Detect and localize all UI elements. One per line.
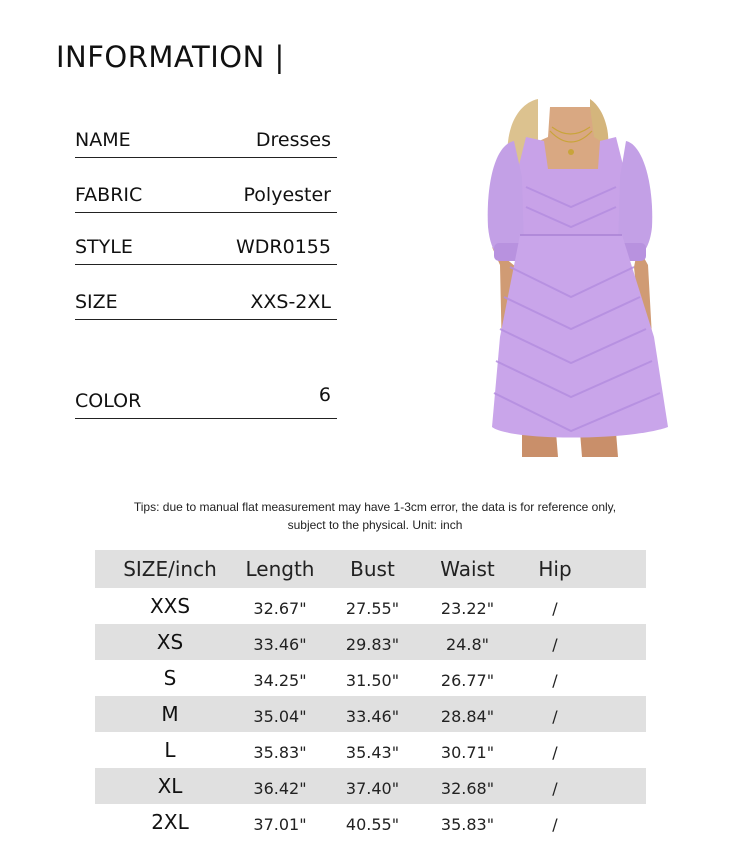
size-table [95,550,646,840]
size-cell: S [163,666,177,690]
waist-cell: 28.84" [440,706,495,726]
length-cell: 37.01" [253,814,307,834]
bust-cell: 31.50" [345,670,400,690]
info-row-size [75,290,337,320]
info-value: Polyester [243,184,331,206]
size-cell: 2XL [151,810,189,834]
length-cell: 33.46" [253,634,307,654]
size-cell: XL [157,774,183,798]
header-cell: SIZE/inch [123,557,217,581]
hip-cell: / [552,634,558,654]
header-cell: Length [245,557,315,581]
length-cell: 34.25" [253,670,307,690]
waist-cell: 30.71" [440,742,495,762]
waist-cell: 24.8" [446,634,489,654]
tips-line: Tips: due to manual flat measurement may have 1-3cm error, the data is for reference only, [133,500,617,514]
bust-cell: 37.40" [345,778,400,798]
table-row [95,696,646,732]
info-value: WDR0155 [236,236,331,258]
table-row [95,624,646,660]
product-image [430,97,678,457]
info-label: SIZE [75,291,118,313]
table-row [95,732,646,768]
bust-cell: 40.55" [345,814,400,834]
length-cell: 35.04" [253,706,307,726]
hip-cell: / [552,742,558,762]
table-row [95,768,646,804]
waist-cell: 26.77" [440,670,495,690]
length-cell: 32.67" [253,598,307,618]
size-cell: L [164,738,176,762]
tips-note [100,498,650,534]
hip-cell: / [552,778,558,798]
size-cell: XS [156,630,184,654]
page-title: INFORMATION | [56,40,285,74]
table-header-row [95,550,646,588]
waist-cell: 35.83" [440,814,495,834]
tips-line: subject to the physical. Unit: inch [287,518,463,532]
info-label: STYLE [75,236,133,258]
table-row [95,588,646,624]
bust-cell: 33.46" [345,706,400,726]
info-label: NAME [75,129,131,151]
info-row-style [75,235,337,265]
info-value: Dresses [255,129,331,151]
info-row-name [75,128,337,158]
hip-cell: / [552,814,558,834]
info-value: XXS-2XL [250,291,331,313]
waist-cell: 23.22" [440,598,495,618]
bust-cell: 29.83" [345,634,400,654]
table-row [95,804,646,840]
length-cell: 35.83" [253,742,307,762]
info-row-fabric [75,183,337,213]
info-value: 6 [318,384,331,406]
header-cell: Waist [440,557,495,581]
table-row [95,660,646,696]
header-cell: Bust [350,557,395,581]
waist-cell: 32.68" [440,778,495,798]
length-cell: 36.42" [253,778,307,798]
bust-cell: 27.55" [345,598,400,618]
header-cell: Hip [538,557,572,581]
info-label: COLOR [75,390,142,412]
size-cell: XXS [149,594,191,618]
hip-cell: / [552,706,558,726]
bust-cell: 35.43" [345,742,400,762]
hip-cell: / [552,598,558,618]
hip-cell: / [552,670,558,690]
info-row-color [75,384,337,419]
size-cell: M [161,702,179,726]
info-label: FABRIC [75,184,143,206]
